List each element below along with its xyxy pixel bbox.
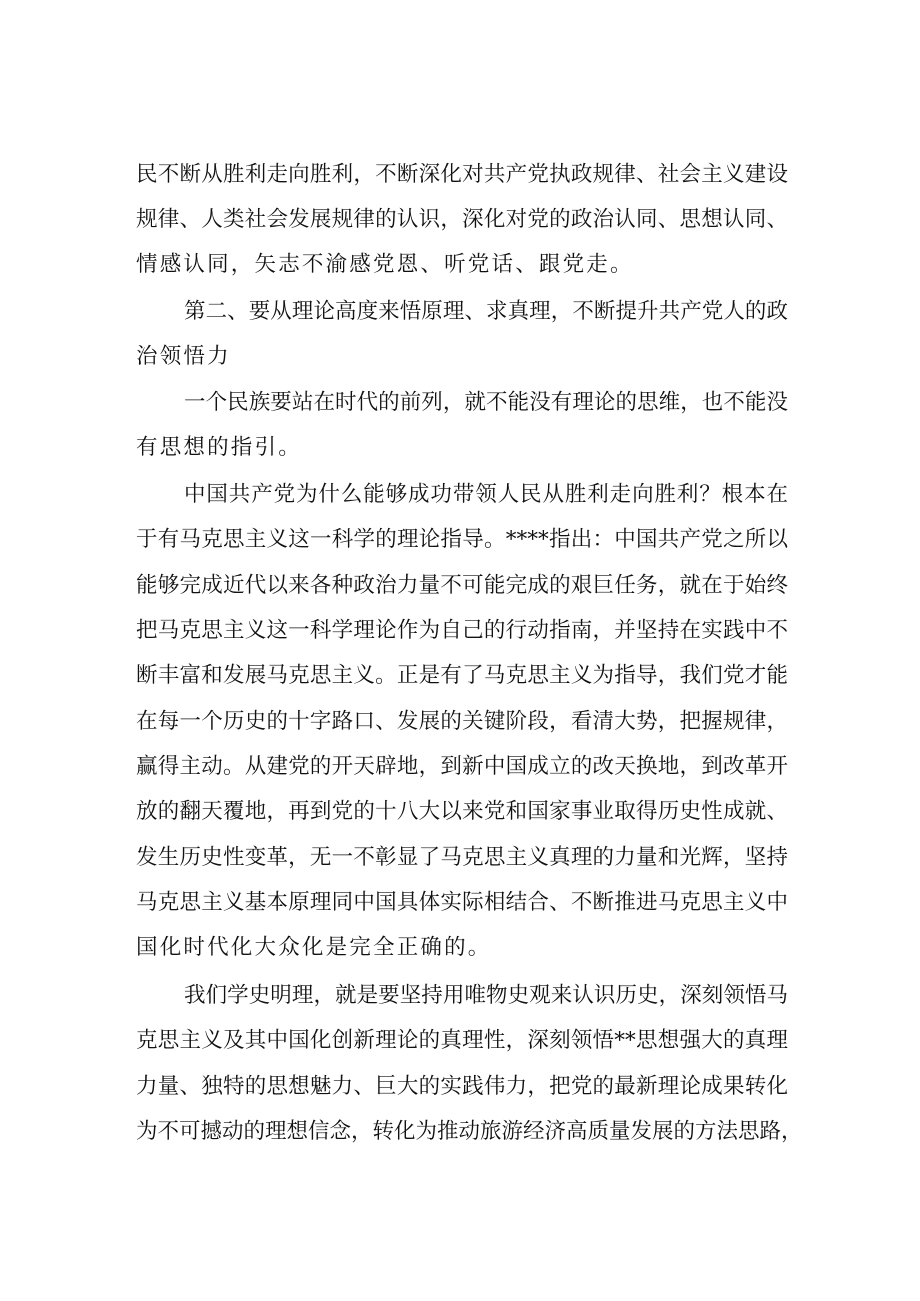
paragraph-5-line-1: 我们学史明理，就是要坚持用唯物史观来认识历史，深刻领悟马: [184, 983, 788, 1008]
paragraph-1-line-1: 民不断从胜利走向胜利，不断深化对共产党执政规律、社会主义建设: [136, 162, 788, 187]
paragraph-4-line-4: 把马克思主义这一科学理论作为自己的行动指南，并坚持在实践中不: [136, 618, 788, 643]
paragraph-4-line-5: 断丰富和发展马克思主义。正是有了马克思主义为指导，我们党才能: [136, 663, 788, 688]
paragraph-5-line-3: 力量、独特的思想魅力、巨大的实践伟力，把党的最新理论成果转化: [136, 1074, 788, 1099]
paragraph-4-line-3: 能够完成近代以来各种政治力量不可能完成的艰巨任务，就在于始终: [136, 573, 788, 598]
paragraph-5-line-2: 克思主义及其中国化创新理论的真理性，深刻领悟**思想强大的真理: [136, 1028, 788, 1053]
paragraph-5-line-4: 为不可撼动的理想信念，转化为推动旅游经济高质量发展的方法思路，: [136, 1119, 803, 1144]
paragraph-3-line-1: 一个民族要站在时代的前列，就不能没有理论的思维，也不能没: [184, 390, 788, 415]
section-heading-line-1: 第二、要从理论高度来悟原理、求真理，不断提升共产党人的政: [184, 299, 788, 324]
paragraph-4-line-7: 赢得主动。从建党的开天辟地，到新中国成立的改天换地，到改革开: [136, 754, 788, 779]
paragraph-3-line-2: 有思想的指引。: [136, 435, 302, 460]
paragraph-4-line-11: 国化时代化大众化是完全正确的。: [136, 935, 492, 960]
paragraph-4-line-1: 中国共产党为什么能够成功带领人民从胜利走向胜利？根本在: [184, 482, 788, 507]
paragraph-1-line-2: 规律、人类社会发展规律的认识，深化对党的政治认同、思想认同、: [136, 207, 788, 232]
paragraph-4-line-2: 于有马克思主义这一科学的理论指导。****指出：中国共产党之所以: [136, 527, 788, 552]
paragraph-4-line-9: 发生历史性变革，无一不彰显了马克思主义真理的力量和光辉，坚持: [136, 845, 788, 870]
paragraph-4-line-8: 放的翻天覆地，再到党的十八大以来党和国家事业取得历史性成就、: [136, 799, 788, 824]
paragraph-1-line-3: 情感认同，矢志不渝感党恩、听党话、跟党走。: [136, 252, 634, 277]
section-heading-line-2: 治领悟力: [136, 344, 231, 369]
paragraph-4-line-10: 马克思主义基本原理同中国具体实际相结合、不断推进马克思主义中: [136, 890, 788, 915]
paragraph-4-line-6: 在每一个历史的十字路口、发展的关键阶段，看清大势，把握规律，: [136, 709, 788, 734]
